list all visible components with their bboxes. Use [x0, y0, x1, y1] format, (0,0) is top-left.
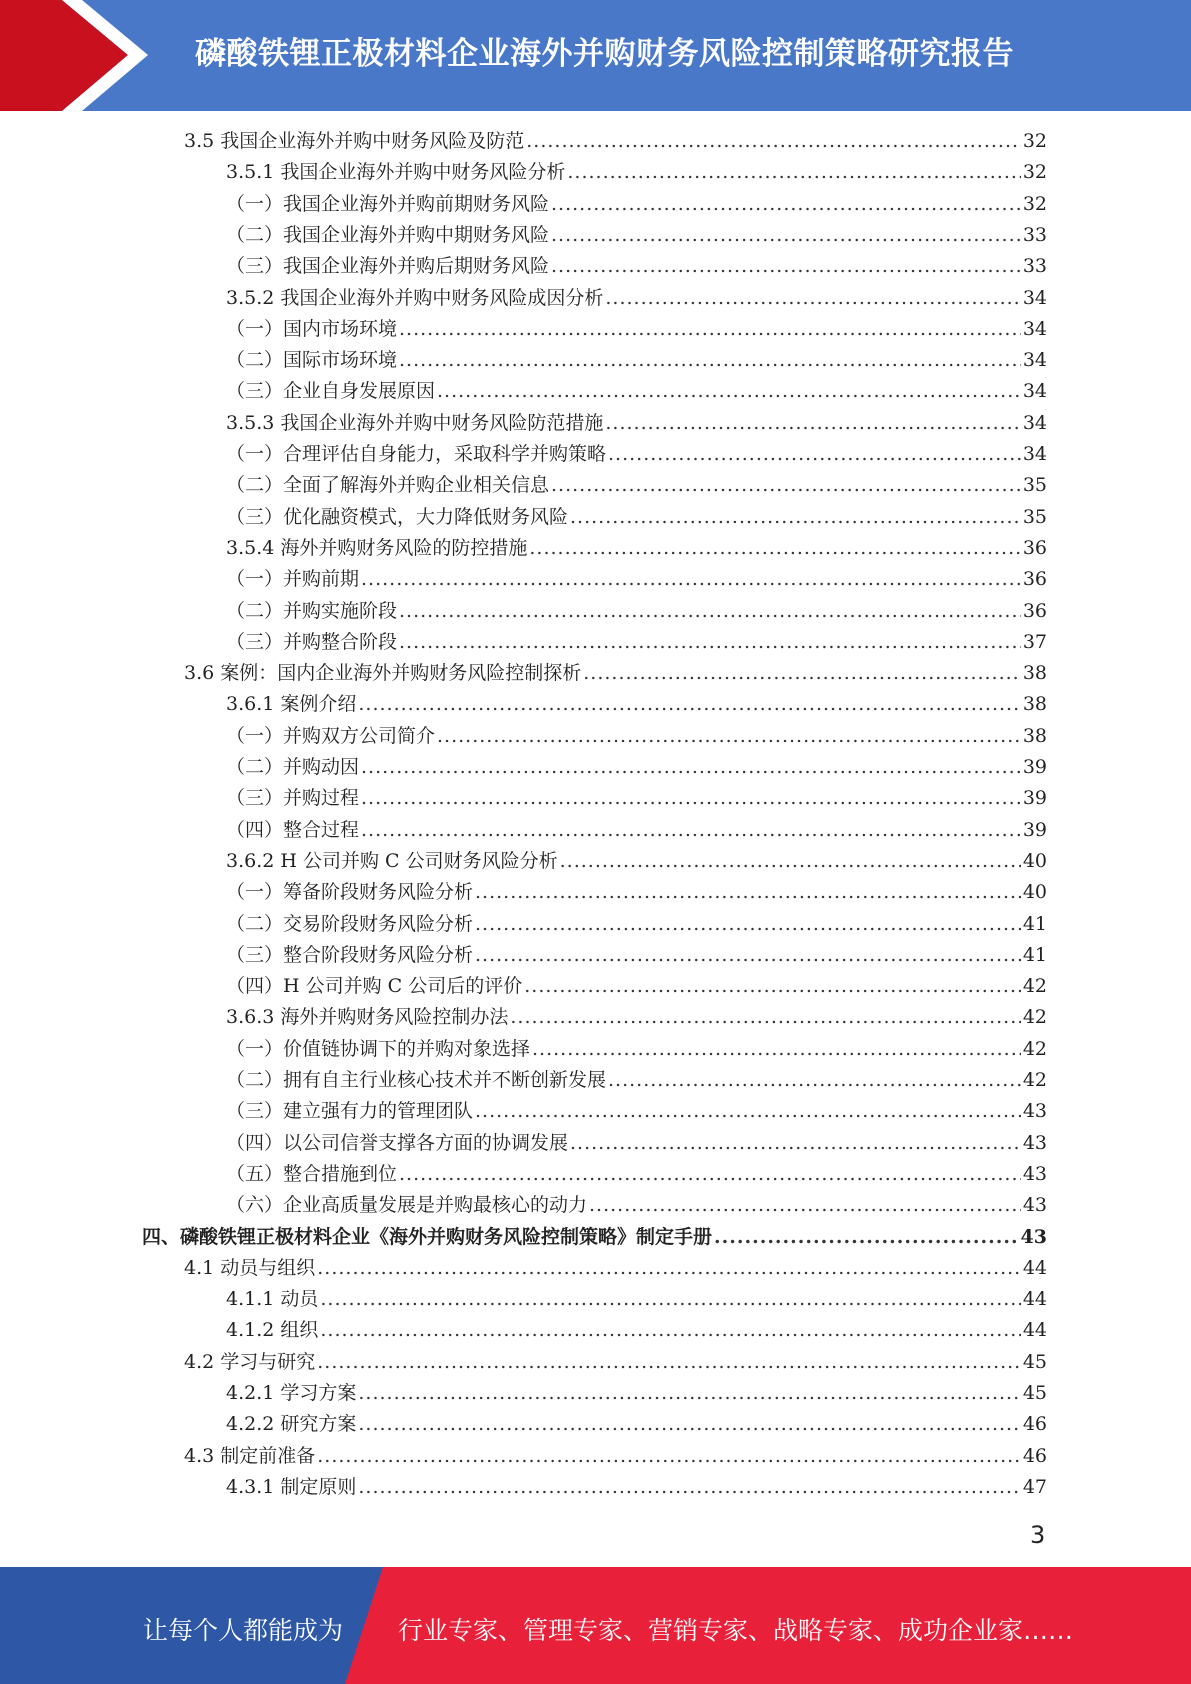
toc-entry-title: 4.1.2 组织: [226, 1319, 319, 1342]
toc-entry-title: （四）整合过程: [226, 818, 360, 841]
toc-entry[interactable]: [226, 846, 1047, 877]
toc-entry[interactable]: [226, 752, 1047, 783]
toc-entry-title: 3.5.1 我国企业海外并购中财务风险分析: [226, 161, 566, 184]
toc-entry[interactable]: [226, 470, 1047, 501]
toc-entry-title: （六）企业高质量发展是并购最核心的动力: [226, 1194, 588, 1217]
toc-entry-title: （一）筹备阶段财务风险分析: [226, 881, 474, 904]
report-title: 磷酸铁锂正极材料企业海外并购财务风险控制策略研究报告: [195, 36, 1014, 72]
toc-entry-title: 4.3 制定前准备: [184, 1444, 316, 1467]
toc-dot-leader: [589, 1190, 1021, 1221]
toc-entry-title: 3.6.2 H 公司并购 C 公司财务风险分析: [226, 849, 558, 872]
toc-dot-leader: [560, 846, 1021, 877]
toc-entry-title: 3.6.1 案例介绍: [226, 693, 357, 716]
toc-dot-leader: [524, 971, 1021, 1002]
toc-entry[interactable]: [226, 815, 1047, 846]
toc-entry-title: （二）拥有自主行业核心技术并不断创新发展: [226, 1069, 607, 1091]
toc-entry[interactable]: [226, 877, 1047, 908]
footer-slogan-left: 让每个人都能成为: [143, 1616, 344, 1645]
toc-entry-page: 43: [1022, 1162, 1047, 1185]
toc-entry[interactable]: [226, 1315, 1047, 1346]
toc-dot-leader: [529, 533, 1020, 564]
toc-entry[interactable]: [226, 596, 1047, 627]
toc-dot-leader: [358, 1378, 1020, 1409]
toc-entry-page: 44: [1022, 1256, 1047, 1279]
toc-entry-page: 44: [1022, 1319, 1047, 1342]
toc-entry-page: 32: [1022, 161, 1047, 184]
toc-entry-title: 4.1.1 动员: [226, 1288, 319, 1311]
toc-entry-title: （二）我国企业海外并购中期财务风险: [226, 223, 550, 246]
toc-dot-leader: [320, 1284, 1020, 1315]
toc-dot-leader: [437, 721, 1021, 752]
toc-dot-leader: [358, 1472, 1020, 1503]
toc-entry[interactable]: [226, 783, 1047, 814]
toc-entry-title: （三）并购过程: [226, 787, 360, 810]
toc-entry-page: 42: [1022, 1069, 1047, 1091]
toc-dot-leader: [358, 1409, 1020, 1440]
toc-entry-title: 3.5.4 海外并购财务风险的防控措施: [226, 536, 528, 559]
toc-entry-title: 3.6.3 海外并购财务风险控制办法: [226, 1006, 509, 1029]
toc-entry-title: （二）并购实施阶段: [226, 599, 398, 622]
toc-entry-title: （五）整合措施到位: [226, 1162, 398, 1185]
toc-dot-leader: [317, 1253, 1021, 1284]
toc-entry[interactable]: [226, 1034, 1047, 1065]
toc-entry-title: （四）以公司信誉支撑各方面的协调发展: [226, 1131, 569, 1154]
footer-slogan-right: 行业专家、管理专家、营销专家、战略专家、成功企业家……: [398, 1616, 1074, 1645]
toc-entry-title: 四、磷酸铁锂正极材料企业《海外并购财务风险控制策略》制定手册: [142, 1225, 713, 1248]
toc-entry-page: 39: [1022, 818, 1047, 841]
toc-dot-leader: [551, 251, 1021, 282]
toc-entry[interactable]: [226, 1378, 1047, 1409]
toc-entry-page: 34: [1022, 317, 1047, 340]
toc-dot-leader: [361, 564, 1021, 595]
toc-dot-leader: [475, 1096, 1021, 1127]
toc-dot-leader: [551, 470, 1021, 501]
toc-entry-page: 42: [1022, 1037, 1047, 1060]
toc-entry[interactable]: [226, 1065, 1047, 1096]
toc-entry-title: 4.2 学习与研究: [184, 1350, 316, 1373]
toc-entry-page: 34: [1022, 411, 1047, 434]
toc-dot-leader: [532, 1034, 1021, 1065]
toc-entry-page: 45: [1022, 1350, 1047, 1373]
toc-entry-page: 32: [1022, 130, 1047, 152]
toc-entry-title: （三）建立强有力的管理团队: [226, 1100, 474, 1123]
toc-entry[interactable]: [226, 314, 1047, 345]
toc-entry[interactable]: [226, 689, 1047, 720]
toc-dot-leader: [475, 877, 1021, 908]
toc-entry[interactable]: [142, 1222, 1047, 1253]
toc-entry-title: （三）我国企业海外并购后期财务风险: [226, 255, 550, 278]
toc-entry-page: 40: [1022, 881, 1047, 904]
toc-entry-page: 33: [1022, 223, 1047, 246]
toc-entry-page: 38: [1022, 693, 1047, 716]
toc-entry[interactable]: [226, 408, 1047, 439]
toc-entry-page: 45: [1022, 1382, 1047, 1404]
page-header: [0, 0, 1191, 111]
toc-entry[interactable]: [226, 627, 1047, 658]
toc-entry[interactable]: [226, 1159, 1047, 1190]
toc-entry-title: （一）我国企业海外并购前期财务风险: [226, 192, 550, 215]
toc-entry-title: 4.2.1 学习方案: [226, 1382, 357, 1404]
toc-entry-page: 44: [1022, 1288, 1047, 1311]
toc-entry-page: 34: [1022, 286, 1047, 309]
toc-entry[interactable]: [226, 940, 1047, 971]
toc-entry-title: （三）企业自身发展原因: [226, 380, 436, 403]
toc-entry-title: （一）合理评估自身能力，采取科学并购策略: [226, 443, 607, 465]
toc-entry-page: 34: [1022, 349, 1047, 372]
toc-entry-title: 4.2.2 研究方案: [226, 1413, 357, 1436]
toc-entry[interactable]: [226, 502, 1047, 533]
toc-entry-title: （三）并购整合阶段: [226, 630, 398, 653]
toc-entry-page: 42: [1022, 1006, 1047, 1029]
toc-dot-leader: [570, 502, 1021, 533]
toc-entry-page: 36: [1022, 599, 1047, 622]
toc-dot-leader: [399, 345, 1021, 376]
toc-dot-leader: [361, 752, 1021, 783]
toc-entry-title: （二）并购动因: [226, 756, 360, 778]
toc-entry-page: 36: [1022, 568, 1047, 591]
toc-entry[interactable]: [226, 376, 1047, 407]
toc-entry-page: 34: [1022, 380, 1047, 403]
toc-entry-page: 41: [1022, 943, 1047, 966]
toc-entry-title: （四）H 公司并购 C 公司后的评价: [226, 975, 523, 998]
toc-dot-leader: [583, 658, 1021, 689]
toc-entry[interactable]: [226, 220, 1047, 251]
toc-dot-leader: [551, 220, 1021, 251]
toc-entry-title: （二）交易阶段财务风险分析: [226, 912, 474, 935]
toc-entry[interactable]: [226, 1190, 1047, 1221]
toc-entry-page: 38: [1022, 724, 1047, 747]
toc-dot-leader: [475, 940, 1021, 971]
toc-entry[interactable]: [226, 1128, 1047, 1159]
toc-entry[interactable]: [226, 189, 1047, 220]
toc-entry-page: 32: [1022, 192, 1047, 215]
toc-entry[interactable]: [184, 1347, 1047, 1378]
toc-entry-page: 37: [1022, 630, 1047, 653]
toc-dot-leader: [317, 1441, 1021, 1472]
toc-entry-page: 43: [1022, 1100, 1047, 1123]
toc-entry[interactable]: [226, 1096, 1047, 1127]
toc-entry-title: （三）优化融资模式，大力降低财务风险: [226, 505, 569, 528]
toc-entry[interactable]: [226, 1284, 1047, 1315]
toc-dot-leader: [475, 909, 1021, 940]
toc-entry-page: 43: [1022, 1131, 1047, 1154]
toc-entry-page: 47: [1022, 1475, 1047, 1498]
toc-entry[interactable]: [226, 533, 1047, 564]
toc-dot-leader: [399, 314, 1021, 345]
toc-entry[interactable]: [226, 345, 1047, 376]
page-footer: [0, 1567, 1191, 1684]
toc-entry-title: （二）全面了解海外并购企业相关信息: [226, 474, 550, 497]
toc-entry-title: （一）价值链协调下的并购对象选择: [226, 1037, 531, 1060]
toc-entry[interactable]: [226, 971, 1047, 1002]
toc-entry-title: （二）国际市场环境: [226, 349, 398, 372]
toc-entry-page: 42: [1022, 975, 1047, 998]
toc-entry-page: 41: [1022, 912, 1047, 935]
toc-entry-page: 46: [1022, 1444, 1047, 1467]
toc-entry-page: 38: [1022, 662, 1047, 685]
toc-entry[interactable]: [184, 658, 1047, 689]
toc-entry[interactable]: [184, 1253, 1047, 1284]
toc-dot-leader: [361, 783, 1021, 814]
toc-entry-title: （一）并购前期: [226, 568, 360, 591]
toc-entry-page: 35: [1022, 505, 1047, 528]
toc-dot-leader: [551, 189, 1021, 220]
toc-dot-leader: [567, 157, 1020, 188]
toc-entry-title: （一）国内市场环境: [226, 317, 398, 340]
toc-entry-page: 39: [1022, 756, 1047, 778]
toc-entry-title: （一）并购双方公司简介: [226, 724, 436, 747]
toc-entry[interactable]: [226, 439, 1047, 470]
toc-entry-title: （三）整合阶段财务风险分析: [226, 943, 474, 966]
toc-entry[interactable]: [226, 1409, 1047, 1440]
toc-entry-page: 35: [1022, 474, 1047, 497]
toc-entry-title: 4.3.1 制定原则: [226, 1475, 357, 1498]
toc-dot-leader: [317, 1347, 1021, 1378]
toc-entry-title: 3.5.2 我国企业海外并购中财务风险成因分析: [226, 286, 604, 309]
toc-entry[interactable]: [226, 909, 1047, 940]
toc-dot-leader: [437, 376, 1021, 407]
toc-entry-title: 3.6 案例：国内企业海外并购财务风险控制探析: [184, 662, 582, 685]
toc-entry[interactable]: [184, 1441, 1047, 1472]
toc-dot-leader: [399, 596, 1021, 627]
toc-entry-page: 36: [1022, 536, 1047, 559]
toc-dot-leader: [605, 408, 1020, 439]
toc-entry[interactable]: [184, 126, 1047, 157]
toc-entry-page: 39: [1022, 787, 1047, 810]
page-number: 3: [1030, 1521, 1046, 1549]
toc-entry-page: 34: [1022, 443, 1047, 465]
toc-entry[interactable]: [226, 1002, 1047, 1033]
toc-entry-title: 4.1 动员与组织: [184, 1256, 316, 1279]
toc-entry-page: 40: [1022, 849, 1047, 872]
toc-entry-page: 43: [1020, 1225, 1047, 1248]
toc-dot-leader: [358, 689, 1020, 720]
toc-dot-leader: [714, 1222, 1019, 1253]
toc-dot-leader: [608, 1065, 1021, 1096]
toc-dot-leader: [361, 815, 1021, 846]
toc-entry[interactable]: [226, 1472, 1047, 1503]
toc-entry[interactable]: [226, 251, 1047, 282]
toc-entry-title: 3.5.3 我国企业海外并购中财务风险防范措施: [226, 411, 604, 434]
toc-dot-leader: [605, 283, 1020, 314]
toc-dot-leader: [510, 1002, 1020, 1033]
toc-dot-leader: [570, 1128, 1021, 1159]
toc-entry[interactable]: [226, 157, 1047, 188]
toc-entry[interactable]: [226, 283, 1047, 314]
toc-entry-page: 43: [1022, 1194, 1047, 1217]
toc-entry-title: 3.5 我国企业海外并购中财务风险及防范: [184, 130, 525, 152]
toc-entry-page: 46: [1022, 1413, 1047, 1436]
toc-entry-page: 33: [1022, 255, 1047, 278]
toc-entry[interactable]: [226, 564, 1047, 595]
toc-dot-leader: [608, 439, 1021, 470]
toc-dot-leader: [320, 1315, 1020, 1346]
toc-dot-leader: [399, 1159, 1021, 1190]
toc-entry[interactable]: [226, 721, 1047, 752]
toc-dot-leader: [399, 627, 1021, 658]
toc-dot-leader: [526, 126, 1021, 157]
